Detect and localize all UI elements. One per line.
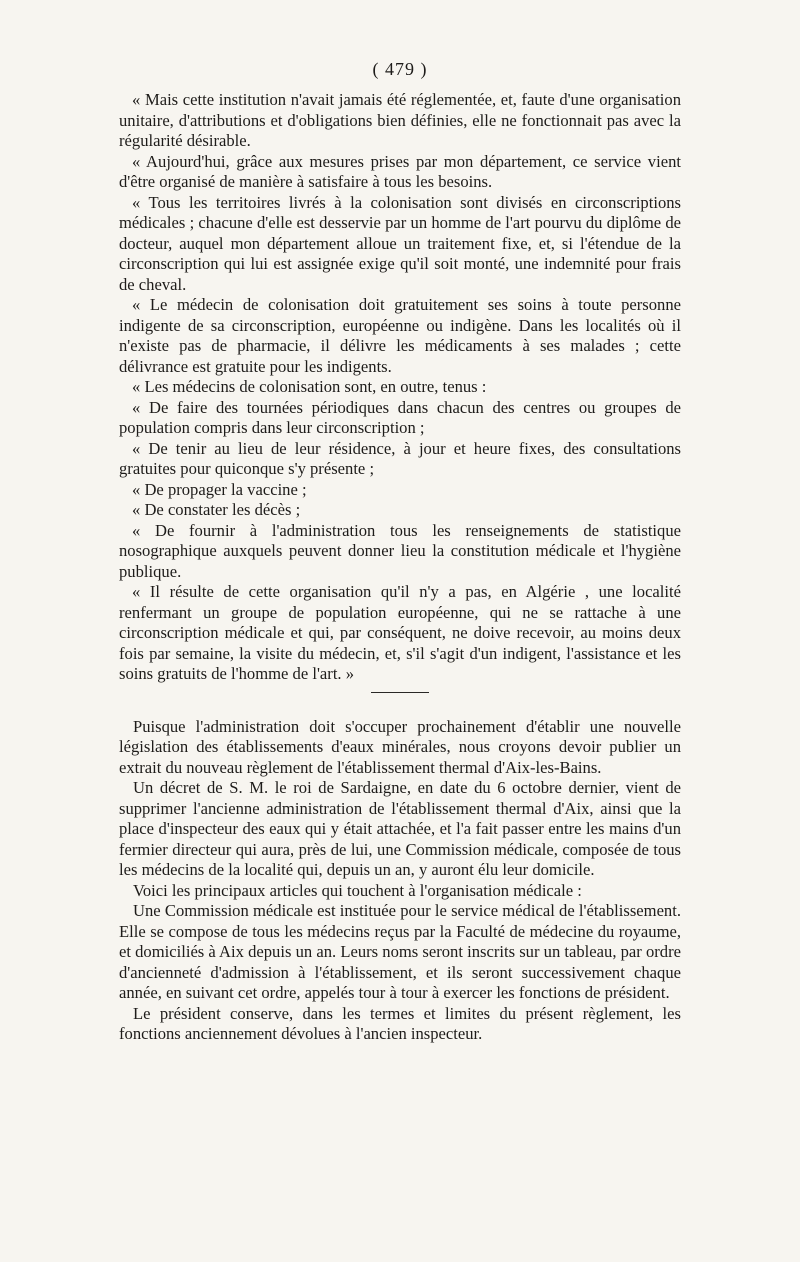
page-number: ( 479 ): [372, 59, 428, 79]
paragraph: « Aujourd'hui, grâce aux mesures prises par mon département, ce service vient d'être organisé de manière à satisfaire à tous les besoins.: [119, 151, 681, 191]
paragraph: « Le médecin de colonisation doit gratuitement ses soins à toute personne indigente de sa circonscription, européenne ou indigène. Dans les localités où il n'existe pas de pharmacie, il délivre les médicaments à ses malades ; cette délivrance est gratuite pour les indigents.: [119, 295, 681, 376]
paragraph: « De propager la vaccine ;: [132, 479, 307, 499]
section-divider: [371, 692, 429, 693]
paragraph: « De constater les décès ;: [132, 500, 301, 519]
paragraph: « De fournir à l'administration tous les renseignements de statistique nosographique auxquels peuvent donner lieu la constitution médicale et l'hygiène publique.: [119, 520, 681, 581]
paragraph: Un décret de S. M. le roi de Sardaigne, en date du 6 octobre dernier, vient de supprimer l'ancienne administration de l'établissement thermal d'Aix, ainsi que la place d'inspecteur des eaux qui y était attachée, et l'a fait passer entre les mains d'un fermier directeur qui aura, près de lui, une Commission médicale, composée de tous les médecins de la localité qui, depuis un an, y auront élu leur domicile.: [119, 778, 681, 879]
paragraph: « Il résulte de cette organisation qu'il n'y a pas, en Algérie , une localité renfermant un groupe de population européenne, qui ne se rattache à une circonscription médicale et qui, par conséquent, ne doive recevoir, au moins deux fois par semaine, la visite du médecin, et, s'il s'agit d'un indigent, l'assistance et les soins gratuits de l'homme de l'art. »: [119, 582, 681, 683]
paragraph: Le président conserve, dans les termes et limites du présent règlement, les fonctions anciennement dévolues à l'ancien inspecteur.: [119, 1003, 681, 1043]
paragraph: « Mais cette institution n'avait jamais été réglementée, et, faute d'une organisation unitaire, d'attributions et d'obligations bien définies, elle ne fonctionnait pas avec la régularité désirable.: [119, 90, 681, 150]
paragraph: « Tous les territoires livrés à la colonisation sont divisés en circonscriptions médicales ; chacune d'elle est desservie par un homme de l'art pourvu du diplôme de docteur, auquel mon département alloue un traitement fixe, et, si l'étendue de la circonscription qui lui est assignée exige qu'il soit monté, une indemnité pour frais de cheval.: [119, 192, 681, 294]
paragraph: Puisque l'administration doit s'occuper prochainement d'établir une nouvelle législation des établissements d'eaux minérales, nous croyons devoir publier un extrait du nouveau règlement de l'établissement thermal d'Aix-les-Bains.: [119, 716, 681, 777]
section-one: [119, 90, 681, 685]
paragraph: « Les médecins de colonisation sont, en outre, tenus :: [132, 377, 487, 396]
section-two: [119, 717, 681, 1045]
document-page: [119, 58, 681, 1045]
paragraph: Voici les principaux articles qui touchent à l'organisation médicale :: [133, 880, 582, 900]
paragraph: « De faire des tournées périodiques dans chacun des centres ou groupes de population compris dans leur circonscription ;: [119, 397, 681, 437]
paragraph: « De tenir au lieu de leur résidence, à jour et heure fixes, des consultations gratuites pour quiconque s'y présente ;: [119, 438, 681, 478]
paragraph: Une Commission médicale est instituée pour le service médical de l'établissement. Elle se compose de tous les médecins reçus par la Faculté de médecine du royaume, et domiciliés à Aix depuis un an. Leurs noms seront inscrits sur un tableau, par ordre d'ancienneté d'admission à l'établissement, et ils seront successivement chaque année, en suivant cet ordre, appelés tour à tour à exercer les fonctions de président.: [119, 901, 681, 1002]
